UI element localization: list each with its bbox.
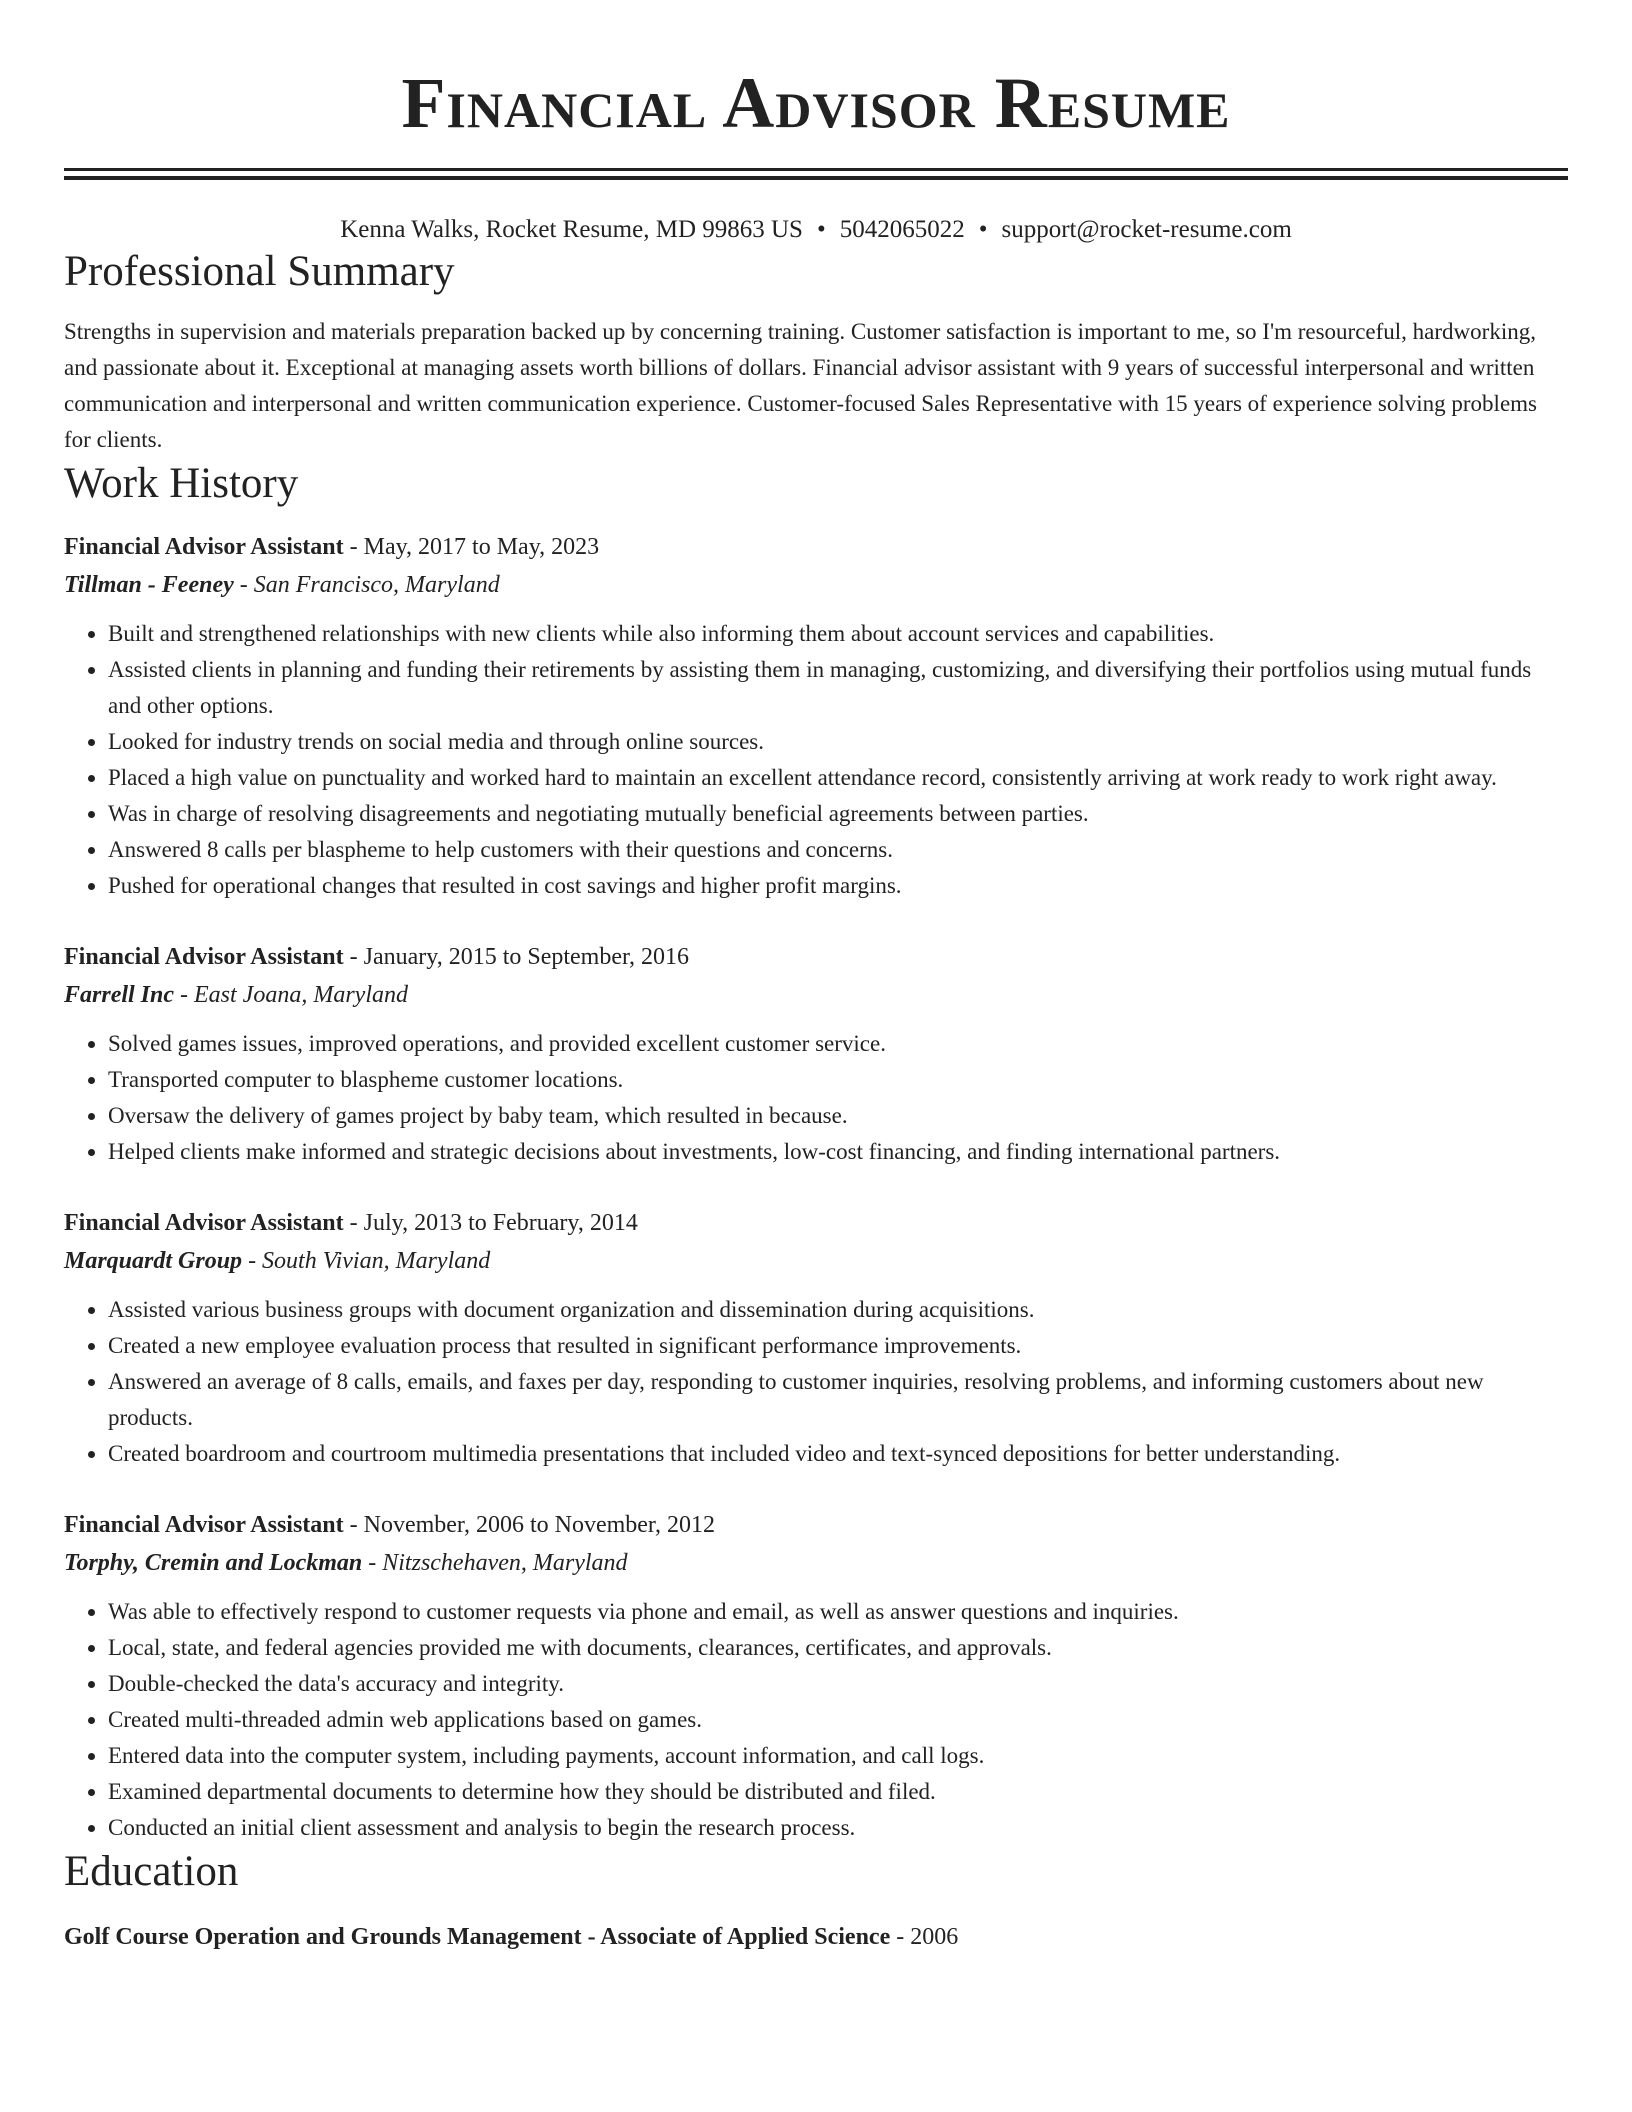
job-bullets (64, 616, 1568, 904)
company-line (64, 976, 1568, 1014)
resume-title: Financial Advisor Resume (401, 63, 1231, 143)
company-location: - East Joana, Maryland (174, 982, 408, 1008)
job-header (64, 528, 1568, 566)
contact-address: Kenna Walks, Rocket Resume, MD 99863 US (340, 216, 803, 243)
job-header (64, 1204, 1568, 1242)
summary-text: Strengths in supervision and materials preparation backed up by concerning training. Customer satisfaction is important to me, so I'm resourceful, hardworking, and passionate about it. Exceptional at managing assets worth billions of dollars. Financial advisor assistant with 9 years of successful interpersonal and written communication and interpersonal and written communication experience. Customer-focused Sales Representative with 15 years of experience solving problems for clients. (64, 319, 1537, 452)
contact-phone: 5042065022 (839, 216, 965, 243)
job-title: Financial Advisor Assistant (64, 1512, 344, 1538)
job-title: Financial Advisor Assistant (64, 534, 344, 560)
job-dates: - May, 2017 to May, 2023 (343, 534, 600, 560)
job-bullet: • Created multi-threaded admin web applications based on games. (108, 1702, 1568, 1738)
job-dates: - November, 2006 to November, 2012 (343, 1512, 715, 1538)
company-name: Farrell Inc (64, 982, 175, 1008)
job-bullet: • Created a new employee evaluation process that resulted in significant performance improvements. (108, 1328, 1568, 1364)
company-line (64, 1544, 1568, 1582)
job-header (64, 1506, 1568, 1544)
company-name: Marquardt Group (64, 1248, 243, 1274)
job-bullet: • Double-checked the data's accuracy and integrity. (108, 1666, 1568, 1702)
job-dates: - July, 2013 to February, 2014 (343, 1210, 638, 1236)
work-history-heading: Work History (64, 460, 299, 507)
job-bullet: • Placed a high value on punctuality and worked hard to maintain an excellent attendance record, consistently arriving at work ready to work right away. (108, 760, 1568, 796)
job-bullets (64, 1594, 1568, 1846)
job-entry (64, 1204, 1568, 1472)
job-title: Financial Advisor Assistant (64, 1210, 344, 1236)
job-bullet: • Created boardroom and courtroom multimedia presentations that included video and text-synced depositions for better understanding. (108, 1436, 1568, 1472)
company-line (64, 566, 1568, 604)
job-bullet: • Answered 8 calls per blaspheme to help customers with their questions and concerns. (108, 832, 1568, 868)
education-entry (64, 1918, 1568, 1956)
job-bullet: • Examined departmental documents to determine how they should be distributed and filed. (108, 1774, 1568, 1810)
job-dates: - January, 2015 to September, 2016 (343, 944, 690, 970)
company-location: - South Vivian, Maryland (242, 1248, 491, 1274)
job-bullet: • Assisted clients in planning and funding their retirements by assisting them in managing, customizing, and diversifying their portfolios using mutual funds and other options. (108, 652, 1568, 724)
job-entry (64, 528, 1568, 904)
job-entry (64, 1506, 1568, 1846)
job-bullet: • Transported computer to blaspheme customer locations. (108, 1062, 1568, 1098)
job-bullet: • Was able to effectively respond to customer requests via phone and email, as well as answer questions and inquiries. (108, 1594, 1568, 1630)
company-location: - Nitzschehaven, Maryland (362, 1550, 628, 1576)
job-bullet: • Local, state, and federal agencies provided me with documents, clearances, certificates, and approvals. (108, 1630, 1568, 1666)
education-year: - 2006 (890, 1924, 959, 1950)
job-bullet: • Oversaw the delivery of games project by baby team, which resulted in because. (108, 1098, 1568, 1134)
job-bullet: • Solved games issues, improved operations, and provided excellent customer service. (108, 1026, 1568, 1062)
job-title: Financial Advisor Assistant (64, 944, 344, 970)
job-bullet: • Answered an average of 8 calls, emails, and faxes per day, responding to customer inquiries, resolving problems, and informing customers about new products. (108, 1364, 1568, 1436)
contact-email: support@rocket-resume.com (1001, 216, 1292, 243)
job-bullet: • Helped clients make informed and strategic decisions about investments, low-cost financing, and finding international partners. (108, 1134, 1568, 1170)
job-bullet: • Entered data into the computer system, including payments, account information, and call logs. (108, 1738, 1568, 1774)
education-heading: Education (64, 1848, 239, 1895)
company-location: - San Francisco, Maryland (233, 572, 500, 598)
company-name: Tillman - Feeney (64, 572, 234, 598)
contact-separator: • (978, 216, 988, 243)
job-bullets (64, 1292, 1568, 1472)
summary-heading: Professional Summary (64, 248, 455, 295)
contact-separator: • (816, 216, 826, 243)
job-header (64, 938, 1568, 976)
job-bullet: • Was in charge of resolving disagreements and negotiating mutually beneficial agreements between parties. (108, 796, 1568, 832)
title-divider-top (64, 168, 1568, 171)
job-bullet: • Assisted various business groups with document organization and dissemination during acquisitions. (108, 1292, 1568, 1328)
company-line (64, 1242, 1568, 1280)
work-history-list (64, 528, 1568, 1846)
job-bullet: • Pushed for operational changes that resulted in cost savings and higher profit margins. (108, 868, 1568, 904)
education-degree: Golf Course Operation and Grounds Management - Associate of Applied Science (64, 1924, 891, 1950)
company-name: Torphy, Cremin and Lockman (64, 1550, 363, 1576)
contact-line (64, 214, 1568, 246)
job-bullet: • Conducted an initial client assessment and analysis to begin the research process. (108, 1810, 1568, 1846)
job-bullets (64, 1026, 1568, 1170)
job-bullet: • Built and strengthened relationships with new clients while also informing them about account services and capabilities. (108, 616, 1568, 652)
job-entry (64, 938, 1568, 1170)
resume-page (64, 0, 1568, 1956)
title-divider-bottom (64, 176, 1568, 180)
job-bullet: • Looked for industry trends on social media and through online sources. (108, 724, 1568, 760)
